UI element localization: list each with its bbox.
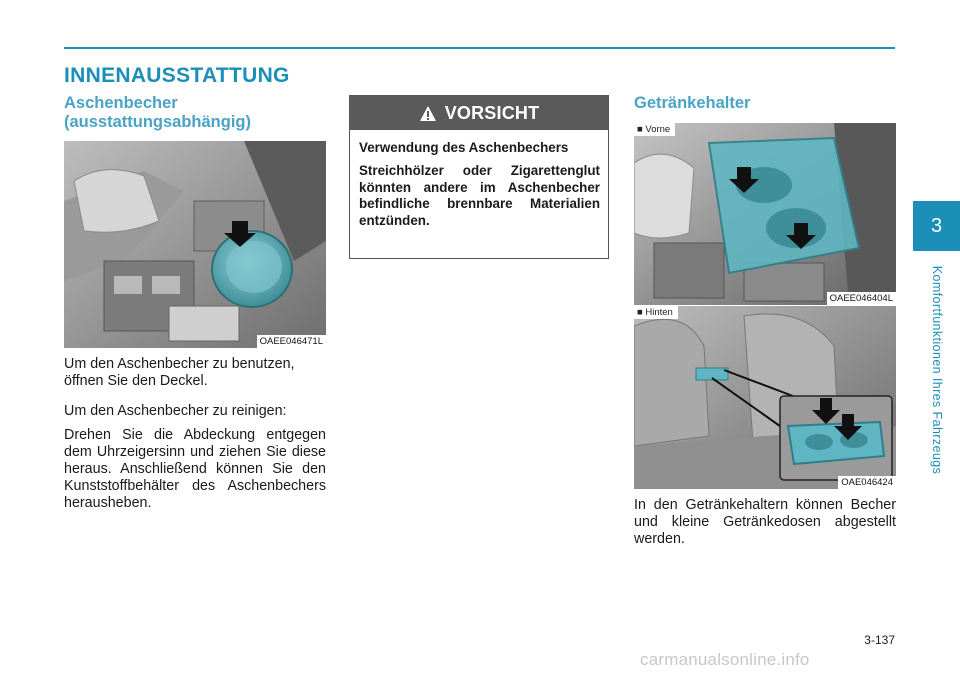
caution-title: Verwendung des Aschenbechers: [359, 140, 569, 155]
ashtray-photo: [64, 141, 326, 348]
front-cupholder-photo: [634, 123, 896, 305]
front-cupholder-illustration: [634, 123, 896, 305]
chapter-side-label: Komfortfunktionen Ihres Fahrzeugs: [930, 265, 944, 475]
rear-cupholder-illustration: [634, 306, 896, 489]
caution-text: Streichhölzer oder Zigarettenglut könnten andere im Aschenbecher befindliche brennbare Materialien entzünden.: [359, 163, 600, 228]
top-rule: [64, 47, 895, 49]
rear-tag: ■ Hinten: [634, 306, 678, 319]
warning-icon: [419, 105, 437, 122]
front-tag: ■ Vorne: [634, 123, 675, 136]
watermark: carmanualsonline.info: [640, 650, 810, 669]
ashtray-illustration: [64, 141, 326, 348]
ashtray-para-instructions: Drehen Sie die Abdeckung entgegen dem Uhrzeigersinn und ziehen Sie diese heraus. Anschließend können Sie den Kunststoffbehälter des Aschenbechers herausheben.: [64, 427, 326, 511]
caution-header-label: VORSICHT: [444, 102, 540, 123]
chapter-tab: 3: [913, 201, 960, 251]
ashtray-para-clean: Um den Aschenbecher zu reinigen:: [64, 403, 287, 419]
ashtray-image-caption: OAEE046471L: [257, 335, 326, 348]
cupholder-para: In den Getränkehaltern können Becher und kleine Getränkedosen abgestellt werden.: [634, 497, 896, 547]
ashtray-heading-line2: (ausstattungsabhängig): [64, 113, 252, 131]
page-number: 3-137: [864, 633, 895, 647]
caution-box: [349, 95, 609, 259]
rear-cupholder-photo: [634, 306, 896, 489]
ashtray-heading-line1: Aschenbecher: [64, 94, 178, 112]
section-heading: INNENAUSSTATTUNG: [64, 64, 290, 87]
cupholder-heading: Getränkehalter: [634, 94, 751, 112]
ashtray-para-use: Um den Aschenbecher zu benutzen, öffnen Sie den Deckel.: [64, 356, 295, 389]
rear-image-caption: OAE046424: [838, 476, 896, 489]
ashtray-heading: [64, 94, 251, 132]
caution-header: [350, 96, 608, 130]
front-image-caption: OAEE046404L: [827, 292, 896, 305]
